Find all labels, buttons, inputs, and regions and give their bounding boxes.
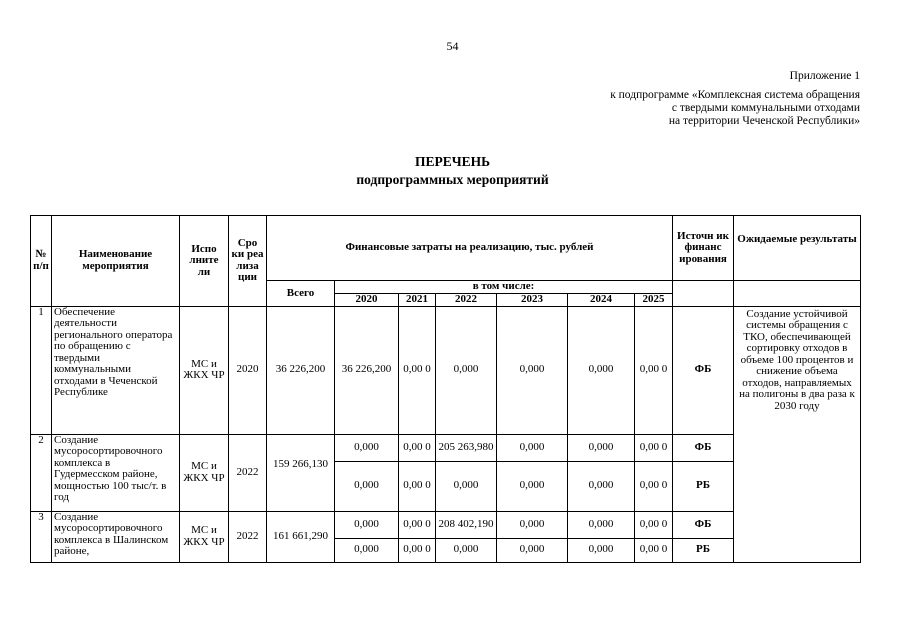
cell-2023: 0,000 — [497, 538, 568, 562]
header-total: Всего — [267, 281, 335, 307]
cell-2020: 0,000 — [335, 511, 399, 538]
title-line-1: ПЕРЕЧЕНЬ — [414, 154, 491, 169]
annex-line-1: к подпрограмме «Комплексная система обращения — [610, 89, 860, 101]
cell-2022: 205 263,980 — [436, 434, 497, 461]
header-source: Источн ик финанс ирования — [673, 216, 734, 281]
row-executor: МС и ЖКХ ЧР — [180, 434, 229, 511]
row-num: 2 — [31, 434, 52, 511]
cell-2020: 36 226,200 — [335, 306, 399, 434]
row-total: 159 266,130 — [267, 434, 335, 511]
measures-table — [30, 215, 861, 563]
row-name: Создание мусоросортировочного комплекса в Гудермесском районе, мощностью 100 тыс/т. в год — [52, 434, 180, 511]
cell-source: ФБ — [673, 306, 734, 434]
cell-2023: 0,000 — [497, 434, 568, 461]
annex-line-2: с твердыми коммунальными отходами — [671, 102, 860, 114]
header-name: Наименование мероприятия — [52, 216, 180, 307]
expected-results: Создание устойчивой системы обращения с ТКО, обеспечивающей сортировку отходов в объеме 100 процентов и снижение объема отходов, направляемых на полигоны в два раза к 2030 году — [734, 306, 861, 562]
row-num: 3 — [31, 511, 52, 562]
header-year-2023: 2023 — [497, 293, 568, 306]
header-results-blank — [734, 281, 861, 307]
row-num: 1 — [31, 306, 52, 434]
row-term: 2020 — [229, 306, 267, 434]
cell-2021: 0,00 0 — [399, 461, 436, 511]
cell-2020: 0,000 — [335, 461, 399, 511]
row-name: Создание мусоросортировочного комплекса в Шалинском районе, — [52, 511, 180, 562]
annex-label: Приложение 1 — [789, 70, 860, 82]
row-term: 2022 — [229, 434, 267, 511]
header-year-2021: 2021 — [399, 293, 436, 306]
header-results: Ожидаемые результаты — [734, 216, 861, 281]
header-executor: Испо лните ли — [180, 216, 229, 307]
cell-2024: 0,000 — [568, 434, 635, 461]
row-executor: МС и ЖКХ ЧР — [180, 306, 229, 434]
cell-2025: 0,00 0 — [635, 511, 673, 538]
cell-2025: 0,00 0 — [635, 434, 673, 461]
header-financing: Финансовые затраты на реализацию, тыс. рублей — [267, 216, 673, 281]
cell-2024: 0,000 — [568, 461, 635, 511]
cell-2022: 208 402,190 — [436, 511, 497, 538]
header-year-2025: 2025 — [635, 293, 673, 306]
page-number: 54 — [446, 39, 459, 53]
cell-2025: 0,00 0 — [635, 538, 673, 562]
row-total: 161 661,290 — [267, 511, 335, 562]
annex-line-3: на территории Чеченской Республики» — [668, 115, 860, 127]
header-year-2024: 2024 — [568, 293, 635, 306]
cell-source: РБ — [673, 538, 734, 562]
table-row — [31, 306, 861, 434]
cell-2020: 0,000 — [335, 434, 399, 461]
cell-2023: 0,000 — [497, 461, 568, 511]
cell-2023: 0,000 — [497, 306, 568, 434]
header-term: Сро ки реа лиза ции — [229, 216, 267, 307]
row-total: 36 226,200 — [267, 306, 335, 434]
header-year-2022: 2022 — [436, 293, 497, 306]
title-line-2: подпрограммных мероприятий — [356, 172, 549, 187]
row-executor: МС и ЖКХ ЧР — [180, 511, 229, 562]
cell-2021: 0,00 0 — [399, 511, 436, 538]
cell-2021: 0,00 0 — [399, 434, 436, 461]
cell-2024: 0,000 — [568, 306, 635, 434]
cell-2021: 0,00 0 — [399, 538, 436, 562]
cell-2022: 0,000 — [436, 461, 497, 511]
header-num: № п/п — [31, 216, 52, 307]
cell-source: РБ — [673, 461, 734, 511]
cell-source: ФБ — [673, 511, 734, 538]
cell-2024: 0,000 — [568, 511, 635, 538]
cell-2024: 0,000 — [568, 538, 635, 562]
cell-2023: 0,000 — [497, 511, 568, 538]
cell-2025: 0,00 0 — [635, 306, 673, 434]
cell-2025: 0,00 0 — [635, 461, 673, 511]
cell-source: ФБ — [673, 434, 734, 461]
header-source-blank — [673, 281, 734, 307]
row-term: 2022 — [229, 511, 267, 562]
document-title — [0, 153, 905, 189]
cell-2021: 0,00 0 — [399, 306, 436, 434]
cell-2022: 0,000 — [436, 538, 497, 562]
row-name: Обеспечение деятельности регионального оператора по обращению с твердыми коммунальными отходами в Чеченской Республике — [52, 306, 180, 434]
header-including: в том числе: — [335, 281, 673, 294]
annex-block — [610, 70, 860, 128]
cell-2022: 0,000 — [436, 306, 497, 434]
cell-2020: 0,000 — [335, 538, 399, 562]
header-year-2020: 2020 — [335, 293, 399, 306]
header-row-1 — [31, 216, 861, 281]
